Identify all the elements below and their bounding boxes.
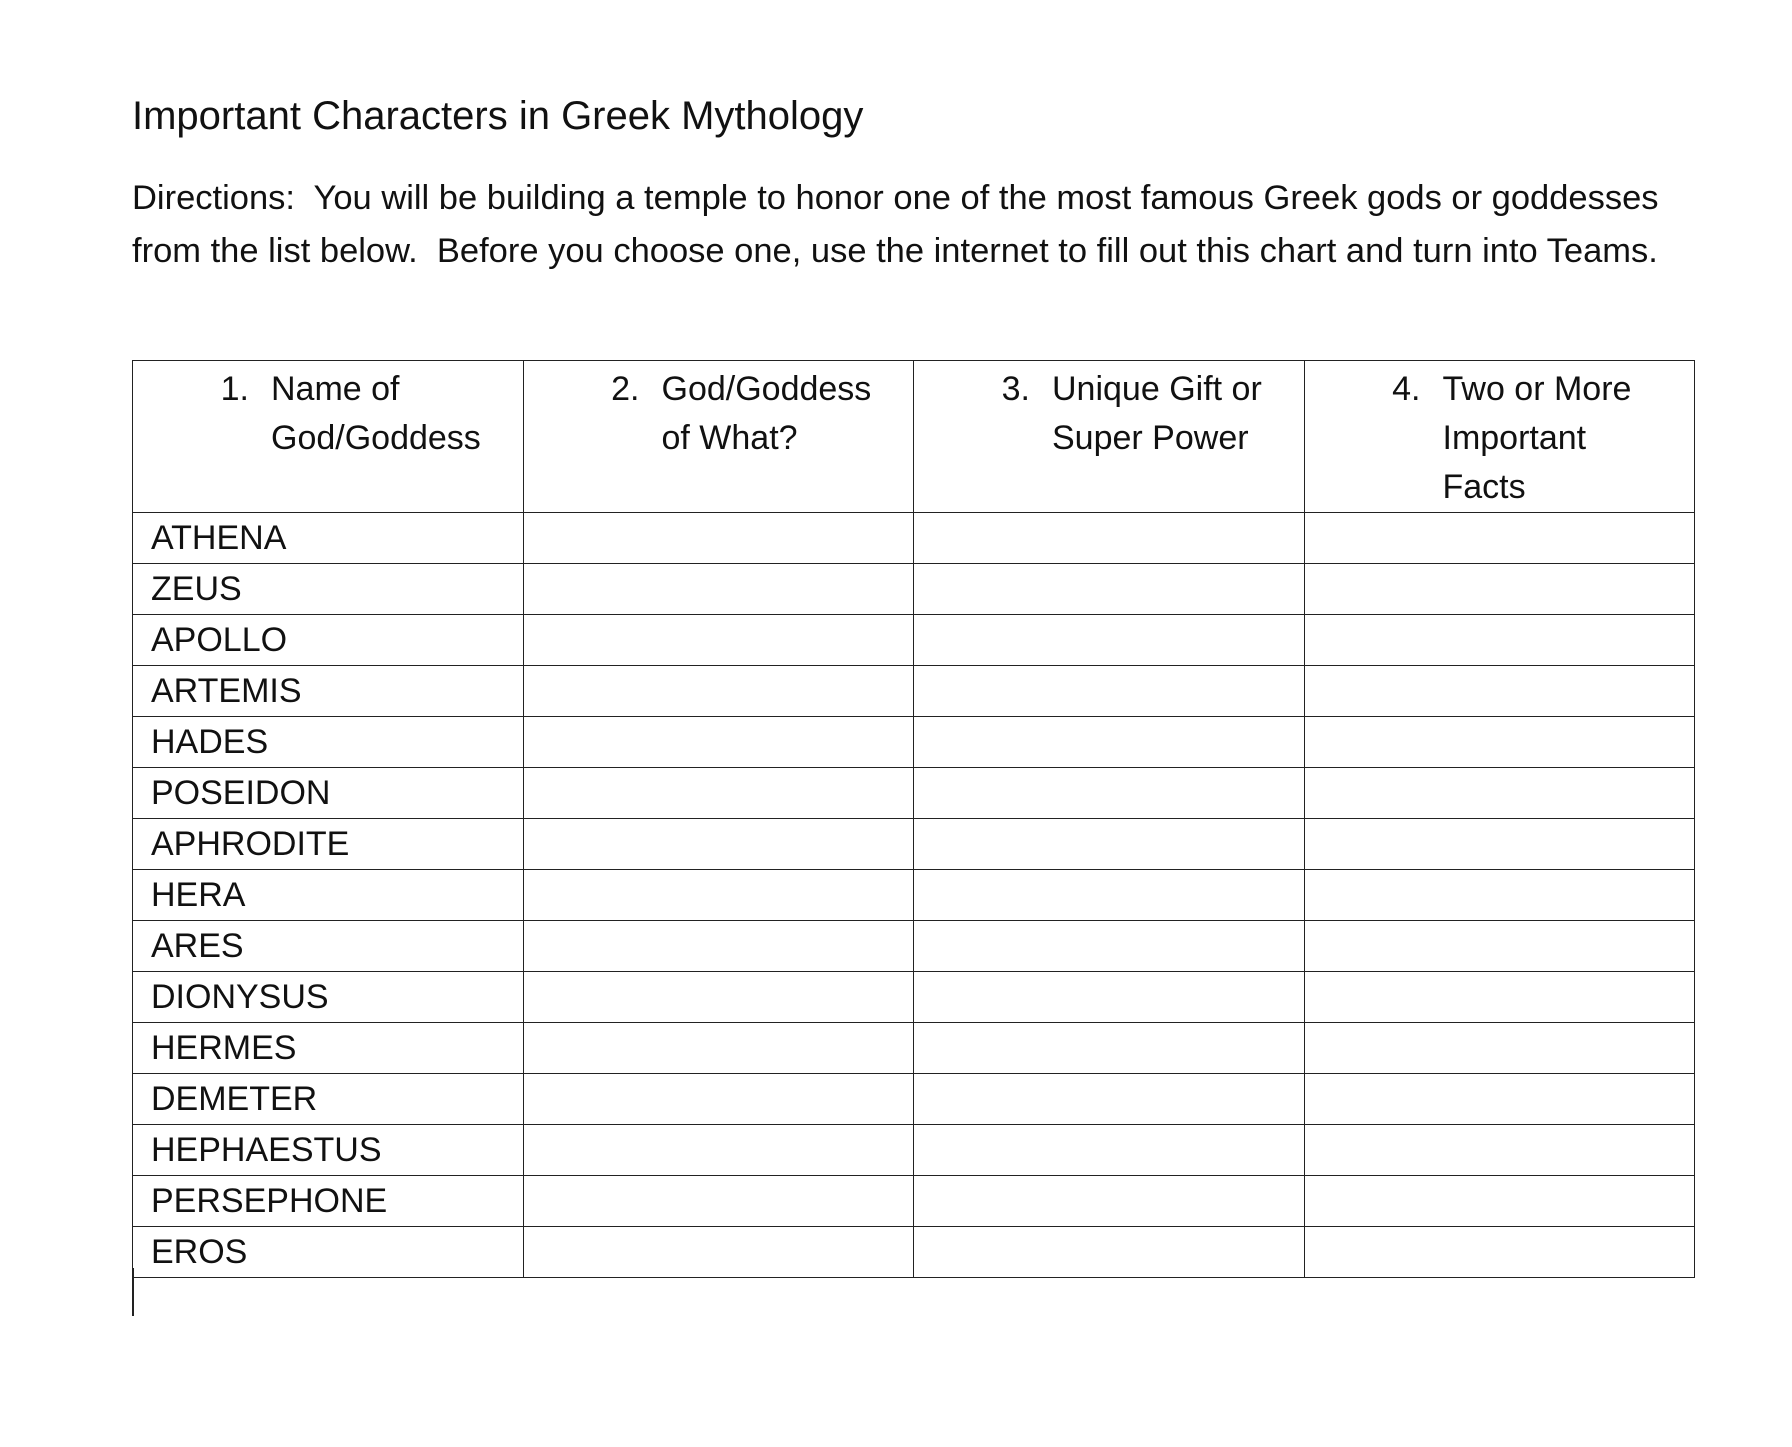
blank-gift-cell[interactable] [914, 1176, 1305, 1227]
column-number: 4. [1392, 370, 1421, 408]
blank-gift-cell[interactable] [914, 564, 1305, 615]
blank-facts-cell[interactable] [1304, 921, 1695, 972]
god-name: APOLLO [151, 621, 288, 659]
column-label: Name of God/Goddess [271, 370, 481, 457]
table-row [133, 666, 1695, 717]
table-row [133, 615, 1695, 666]
blank-facts-cell[interactable] [1304, 972, 1695, 1023]
god-name: ATHENA [151, 519, 287, 557]
column-number: 3. [1001, 370, 1030, 408]
blank-gift-cell[interactable] [914, 1023, 1305, 1074]
god-name: DIONYSUS [151, 978, 329, 1016]
blank-gift-cell[interactable] [914, 819, 1305, 870]
blank-domain-cell[interactable] [523, 1125, 914, 1176]
god-name-cell [133, 921, 524, 972]
blank-facts-cell[interactable] [1304, 768, 1695, 819]
blank-domain-cell[interactable] [523, 972, 914, 1023]
god-name-cell [133, 1176, 524, 1227]
blank-gift-cell[interactable] [914, 1074, 1305, 1125]
directions-text: Directions: You will be building a temple to honor one of the most famous Greek gods or goddesses from the list below. Before you choose one, use the internet to fill out this chart and turn into Teams. [132, 179, 1659, 270]
blank-facts-cell[interactable] [1304, 1176, 1695, 1227]
god-name-cell [133, 564, 524, 615]
god-name-cell [133, 666, 524, 717]
blank-facts-cell[interactable] [1304, 1074, 1695, 1125]
blank-domain-cell[interactable] [523, 1176, 914, 1227]
blank-facts-cell[interactable] [1304, 819, 1695, 870]
god-name: HEPHAESTUS [151, 1131, 382, 1169]
god-name-cell [133, 513, 524, 564]
god-name: PERSEPHONE [151, 1182, 388, 1220]
blank-domain-cell[interactable] [523, 1227, 914, 1278]
table-row [133, 1074, 1695, 1125]
blank-gift-cell[interactable] [914, 972, 1305, 1023]
blank-domain-cell[interactable] [523, 615, 914, 666]
blank-domain-cell[interactable] [523, 870, 914, 921]
blank-facts-cell[interactable] [1304, 513, 1695, 564]
table-row [133, 972, 1695, 1023]
blank-domain-cell[interactable] [523, 819, 914, 870]
table-row [133, 564, 1695, 615]
text-cursor [132, 1268, 134, 1316]
god-name-cell [133, 768, 524, 819]
table-header-row [133, 361, 1695, 513]
blank-gift-cell[interactable] [914, 870, 1305, 921]
column-header-domain [523, 361, 914, 513]
blank-domain-cell[interactable] [523, 921, 914, 972]
table-row [133, 1125, 1695, 1176]
blank-domain-cell[interactable] [523, 564, 914, 615]
blank-facts-cell[interactable] [1304, 1023, 1695, 1074]
god-name: ZEUS [151, 570, 242, 608]
table-row [133, 1227, 1695, 1278]
blank-gift-cell[interactable] [914, 513, 1305, 564]
god-name: EROS [151, 1233, 248, 1271]
table-body [133, 513, 1695, 1278]
god-name: ARES [151, 927, 244, 965]
god-name: ARTEMIS [151, 672, 302, 710]
column-number: 2. [611, 370, 640, 408]
blank-gift-cell[interactable] [914, 1227, 1305, 1278]
column-header-name [133, 361, 524, 513]
god-name: HADES [151, 723, 269, 761]
god-name: APHRODITE [151, 825, 350, 863]
god-name: POSEIDON [151, 774, 331, 812]
page-title: Important Characters in Greek Mythology [132, 94, 864, 138]
god-name-cell [133, 1125, 524, 1176]
column-number: 1. [220, 370, 249, 408]
column-label: God/Goddess of What? [661, 370, 872, 457]
blank-facts-cell[interactable] [1304, 1227, 1695, 1278]
blank-gift-cell[interactable] [914, 615, 1305, 666]
blank-facts-cell[interactable] [1304, 1125, 1695, 1176]
god-name-cell [133, 1074, 524, 1125]
blank-gift-cell[interactable] [914, 666, 1305, 717]
table-row [133, 1023, 1695, 1074]
table-row [133, 870, 1695, 921]
blank-facts-cell[interactable] [1304, 717, 1695, 768]
god-name-cell [133, 1023, 524, 1074]
god-name: HERA [151, 876, 246, 914]
column-label: Two or More Important Facts [1442, 370, 1632, 506]
table-row [133, 1176, 1695, 1227]
god-name-cell [133, 615, 524, 666]
blank-gift-cell[interactable] [914, 768, 1305, 819]
greek-gods-table [132, 360, 1695, 1278]
table-row [133, 513, 1695, 564]
blank-gift-cell[interactable] [914, 717, 1305, 768]
god-name-cell [133, 870, 524, 921]
god-name: DEMETER [151, 1080, 318, 1118]
blank-facts-cell[interactable] [1304, 666, 1695, 717]
god-name-cell [133, 717, 524, 768]
blank-gift-cell[interactable] [914, 921, 1305, 972]
blank-facts-cell[interactable] [1304, 870, 1695, 921]
god-name-cell [133, 972, 524, 1023]
blank-domain-cell[interactable] [523, 666, 914, 717]
blank-domain-cell[interactable] [523, 513, 914, 564]
table-row [133, 921, 1695, 972]
blank-gift-cell[interactable] [914, 1125, 1305, 1176]
god-name: HERMES [151, 1029, 297, 1067]
column-header-gift [914, 361, 1305, 513]
god-name-cell [133, 819, 524, 870]
blank-domain-cell[interactable] [523, 717, 914, 768]
column-header-facts [1304, 361, 1695, 513]
blank-facts-cell[interactable] [1304, 564, 1695, 615]
god-name-cell [133, 1227, 524, 1278]
blank-domain-cell[interactable] [523, 1023, 914, 1074]
table-row [133, 819, 1695, 870]
table-row [133, 717, 1695, 768]
blank-domain-cell[interactable] [523, 768, 914, 819]
column-label: Unique Gift or Super Power [1052, 370, 1262, 457]
blank-facts-cell[interactable] [1304, 615, 1695, 666]
table-row [133, 768, 1695, 819]
blank-domain-cell[interactable] [523, 1074, 914, 1125]
